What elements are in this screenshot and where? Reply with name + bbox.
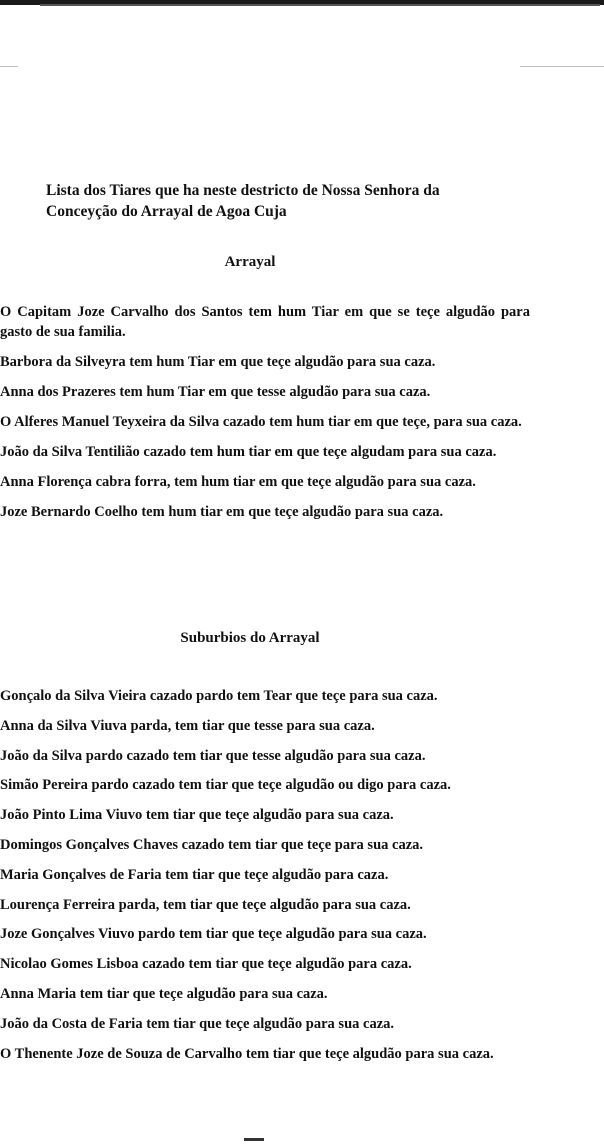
list-item: Nicolao Gomes Lisboa cazado tem tiar que teçe algudão para caza.	[0, 956, 412, 973]
list-item: Anna Maria tem tiar que teçe algudão para sua caza.	[0, 985, 328, 1002]
list-item: Anna da Silva Viuva parda, tem tiar que tesse para sua caza.	[0, 717, 375, 734]
list-item: O Thenente Joze de Souza de Carvalho tem tiar que teçe algudão para sua caza.	[0, 1045, 494, 1062]
document-title: Lista dos Tiares que ha neste destricto de Nossa Senhora da Conceyção do Arrayal de Agoa Cuja	[46, 182, 440, 220]
list-item: Anna dos Prazeres tem hum Tiar em que tesse algudão para sua caza.	[0, 384, 431, 400]
list-item: Gonçalo da Silva Vieira cazado pardo tem Tear que teçe para sua caza.	[0, 688, 438, 704]
list-item: João da Costa de Faria tem tiar que teçe algudão para sua caza.	[0, 1015, 395, 1032]
entries-suburbios	[0, 686, 530, 1073]
list-item: Domingos Gonçalves Chaves cazado tem tiar que teçe para sua caza.	[0, 836, 423, 853]
list-item: João Pinto Lima Viuvo tem tiar que teçe algudão para sua caza.	[0, 807, 394, 824]
list-item: Joze Gonçalves Viuvo pardo tem tiar que teçe algudão para sua caza.	[0, 926, 427, 943]
list-item: O Capitam Joze Carvalho dos Santos tem hum Tiar em que se teçe algudão para gasto de sua familia.	[0, 304, 530, 340]
list-item: João da Silva pardo cazado tem tiar que tesse algudão para sua caza.	[0, 747, 426, 764]
list-item: Lourença Ferreira parda, tem tiar que teçe algudão para sua caza.	[0, 896, 411, 913]
list-item: Simão Pereira pardo cazado tem tiar que teçe algudão ou digo para caza.	[0, 777, 451, 794]
section-heading-suburbios: Suburbios do Arrayal	[180, 630, 320, 646]
section-heading-arrayal: Arrayal	[224, 254, 276, 270]
list-item: O Alferes Manuel Teyxeira da Silva cazado tem hum tiar em que teçe, para sua caza.	[0, 414, 522, 430]
page-number-fragment	[244, 1138, 264, 1145]
list-item: João da Silva Tentilião cazado tem hum tiar em que teçe algudam para sua caza.	[0, 444, 497, 460]
list-item: Maria Gonçalves de Faria tem tiar que teçe algudão para caza.	[0, 866, 389, 883]
entries-arrayal	[0, 302, 530, 532]
list-item: Anna Florença cabra forra, tem hum tiar em que teçe algudão para sua caza.	[0, 474, 476, 490]
list-item: Barbora da Silveyra tem hum Tiar em que teçe algudão para sua caza.	[0, 354, 436, 370]
list-item: Joze Bernardo Coelho tem hum tiar em que teçe algudão para sua caza.	[0, 504, 444, 520]
